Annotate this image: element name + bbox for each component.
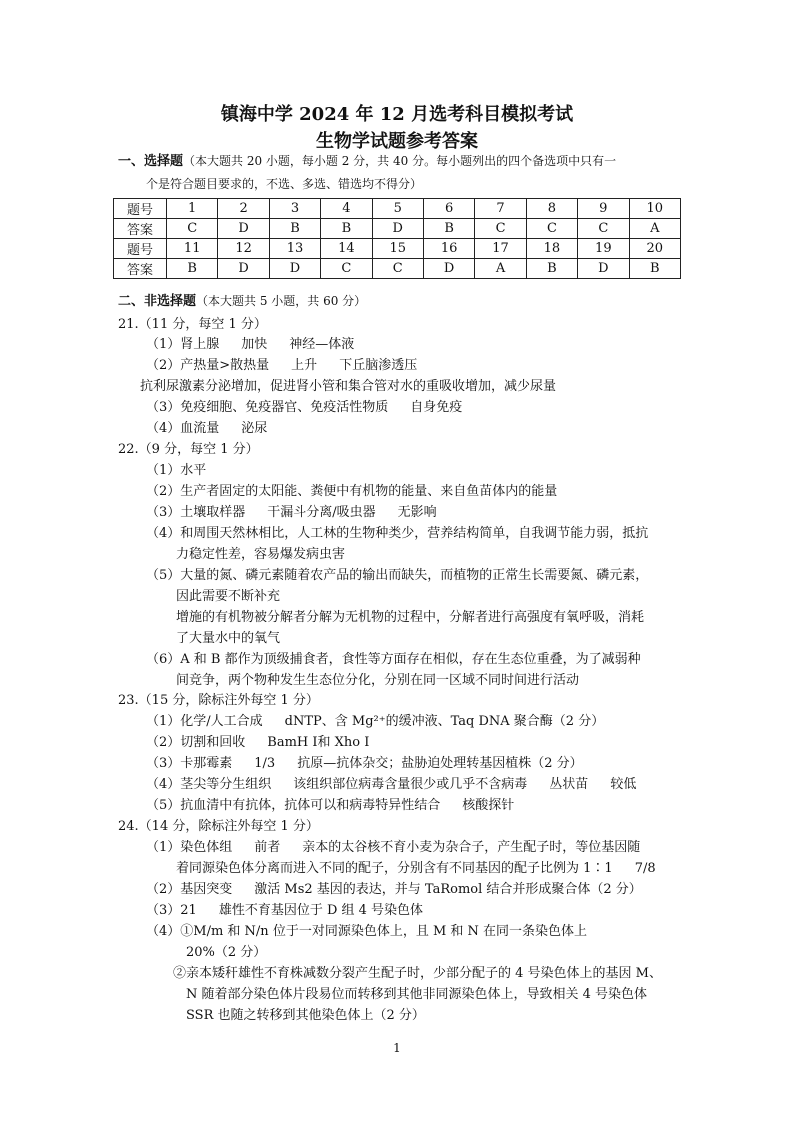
answer-text: 较低 [610, 777, 637, 792]
table-cell: D [218, 219, 269, 239]
answer-text: dNTP、含 Mg²⁺的缓冲液、Taq DNA 聚合酶（2 分） [284, 714, 605, 729]
page-subtitle: 生物学试题参考答案 [316, 131, 478, 152]
table-cell: 19 [578, 239, 629, 259]
q24-answer-4-line1: （4）①M/m 和 N/n 位于一对同源染色体上，且 M 和 N 在同一条染色体上 [146, 924, 588, 939]
table-cell: 11 [167, 239, 218, 259]
table-cell: 5 [372, 199, 423, 219]
answer-text: 干漏斗分离/吸虫器 [267, 505, 376, 520]
answer-text: （1）染色体组 [146, 840, 233, 855]
q23-answer-5 [146, 797, 514, 815]
q21-answer-2-detail: 抗利尿激素分泌增加，促进肾小管和集合管对水的重吸收增加，减少尿量 [140, 379, 557, 394]
q22-answer-5-line3: 增施的有机物被分解者分解为无机物的过程中，分解者进行高强度有氧呼吸，消耗 [176, 610, 645, 625]
row-label: 题号 [114, 199, 167, 219]
table-cell: 13 [269, 239, 320, 259]
table-cell: 6 [423, 199, 474, 219]
table-cell: B [269, 219, 320, 239]
page-number: 1 [393, 1041, 401, 1055]
q22-answer-3 [146, 504, 437, 522]
q21-answer-2 [146, 357, 417, 375]
table-cell: C [578, 219, 629, 239]
q22-answer-4-line2: 力稳定性差，容易爆发病虫害 [176, 547, 346, 562]
q23-answer-2 [146, 734, 369, 752]
q24-answer-1-line2 [176, 860, 656, 878]
table-cell: D [423, 259, 474, 279]
answer-text: 前者 [254, 840, 281, 855]
section1-header-line1 [118, 152, 616, 171]
answer-text: （3）免疫细胞、免疫器官、免疫活性物质 [146, 400, 389, 415]
table-row [114, 199, 681, 219]
table-cell: 4 [321, 199, 372, 219]
answer-text: 加快 [241, 337, 268, 352]
table-cell: B [423, 219, 474, 239]
answer-text: 该组织部位病毒含量很少或几乎不含病毒 [293, 777, 528, 792]
table-cell: A [629, 219, 680, 239]
q23-answer-1 [146, 713, 604, 731]
q24-answer-4-line4: N 随着部分染色体片段易位而转移到其他非同源染色体上，导致相关 4 号染色体 [186, 987, 648, 1002]
table-cell: D [269, 259, 320, 279]
q22-answer-5-line1: （5）大量的氮、磷元素随着农产品的输出而缺失，而植物的正常生长需要氮、磷元素， [146, 568, 649, 583]
answer-text: （4）血流量 [146, 421, 220, 436]
q22-answer-5-line4: 了大量水中的氧气 [176, 631, 281, 646]
section2-note: （本大题共 5 小题，共 60 分） [196, 294, 367, 308]
table-cell: 15 [372, 239, 423, 259]
q23-heading: 23.（15 分，除标注外每空 1 分） [118, 693, 319, 708]
answer-text: 抗原—抗体杂交；盐胁迫处理转基因植株（2 分） [297, 756, 583, 771]
table-cell: 14 [321, 239, 372, 259]
table-cell: 1 [167, 199, 218, 219]
table-cell: C [526, 219, 577, 239]
answer-text: （2）基因突变 [146, 882, 233, 897]
q21-answer-3 [146, 399, 462, 417]
answer-text: 自身免疫 [410, 400, 463, 415]
answer-text: 上升 [291, 358, 318, 373]
answer-text: （2）产热量>散热量 [146, 358, 270, 373]
q22-answer-5-line2: 因此需要不断补充 [176, 589, 281, 604]
answer-text: 下丘脑渗透压 [339, 358, 418, 373]
table-cell: C [372, 259, 423, 279]
table-row [114, 259, 681, 279]
table-cell: 18 [526, 239, 577, 259]
answer-text: 雄性不育基因位于 D 组 4 号染色体 [218, 903, 424, 918]
section1-note-line2: 个是符合题目要求的，不选、多选、错选均不得分） [146, 177, 423, 191]
answer-text: BamH Ⅰ和 Xho Ⅰ [267, 735, 370, 750]
table-cell: D [578, 259, 629, 279]
table-cell: 10 [629, 199, 680, 219]
table-cell: 9 [578, 199, 629, 219]
answer-text: （3）卡那霉素 [146, 756, 233, 771]
table-cell: 16 [423, 239, 474, 259]
section1-heading: 一、选择题 [118, 154, 184, 169]
section2-header [118, 292, 366, 311]
table-cell: B [321, 219, 372, 239]
page-title: 镇海中学 2024 年 12 月选考科目模拟考试 [220, 104, 574, 125]
answer-text: （3）土壤取样器 [146, 505, 246, 520]
table-cell: B [629, 259, 680, 279]
answer-text: 泌尿 [241, 421, 268, 436]
answer-text: 亲本的太谷核不育小麦为杂合子，产生配子时，等位基因随 [302, 840, 641, 855]
answer-text: （2）切割和回收 [146, 735, 246, 750]
row-label: 答案 [114, 259, 167, 279]
answer-text: 无影响 [397, 505, 437, 520]
table-cell: D [218, 259, 269, 279]
answer-table [113, 198, 681, 279]
table-cell: A [475, 259, 526, 279]
answer-text: （1）肾上腺 [146, 337, 220, 352]
table-cell: 8 [526, 199, 577, 219]
row-label: 答案 [114, 219, 167, 239]
answer-text: 着同源染色体分离而进入不同的配子，分别含有不同基因的配子比例为 1∶1 [176, 861, 613, 876]
answer-text: 丛状苗 [549, 777, 589, 792]
table-cell: B [526, 259, 577, 279]
answer-text: （1）化学/人工合成 [146, 714, 263, 729]
section2-heading: 二、非选择题 [118, 294, 197, 309]
q21-answer-4 [146, 420, 267, 438]
table-cell: 12 [218, 239, 269, 259]
row-label: 题号 [114, 239, 167, 259]
q23-answer-3 [146, 755, 583, 773]
table-cell: C [321, 259, 372, 279]
q24-answer-1-line1 [146, 839, 640, 857]
table-row [114, 219, 681, 239]
q22-answer-6-line2: 间竞争，两个物种发生生态位分化，分别在同一区域不同时间进行活动 [176, 673, 580, 688]
answer-text: （3）21 [146, 903, 197, 918]
answer-text: 核酸探针 [462, 798, 515, 813]
answer-text: （5）抗血清中有抗体，抗体可以和病毒特异性结合 [146, 798, 441, 813]
table-cell: 17 [475, 239, 526, 259]
answer-text: 1/3 [254, 756, 276, 771]
table-cell: 2 [218, 199, 269, 219]
table-cell: C [475, 219, 526, 239]
q21-heading: 21.（11 分，每空 1 分） [118, 317, 267, 332]
table-cell: D [372, 219, 423, 239]
table-row [114, 239, 681, 259]
q23-answer-4 [146, 776, 636, 794]
q24-heading: 24.（14 分，除标注外每空 1 分） [118, 819, 319, 834]
answer-text: 7/8 [634, 861, 656, 876]
table-cell: 7 [475, 199, 526, 219]
q24-answer-3 [146, 902, 423, 920]
q21-answer-1 [146, 336, 354, 354]
table-cell: 3 [269, 199, 320, 219]
q22-answer-2: （2）生产者固定的太阳能、粪便中有机物的能量、来自鱼苗体内的能量 [146, 484, 558, 499]
q22-answer-4-line1: （4）和周围天然林相比，人工林的生物种类少，营养结构简单，自我调节能力弱，抵抗 [146, 526, 649, 541]
answer-text: 神经—体液 [289, 337, 355, 352]
section1-note: （本大题共 20 小题，每小题 2 分，共 40 分。每小题列出的四个备选项中只有一 [183, 154, 617, 168]
q22-answer-1: （1）水平 [146, 463, 207, 478]
table-cell: 20 [629, 239, 680, 259]
q24-answer-4-line5: SSR 也随之转移到其他染色体上（2 分） [186, 1008, 425, 1023]
answer-text: （4）茎尖等分生组织 [146, 777, 272, 792]
q24-answer-4-line2: 20%（2 分） [186, 945, 267, 960]
table-cell: B [167, 259, 218, 279]
q22-heading: 22.（9 分，每空 1 分） [118, 442, 259, 457]
table-cell: C [167, 219, 218, 239]
q24-answer-2 [146, 881, 642, 899]
answer-text: 激活 Ms2 基因的表达，并与 TaRomol 结合并形成聚合体（2 分） [254, 882, 642, 897]
q22-answer-6-line1: （6）A 和 B 都作为顶级捕食者，食性等方面存在相似，存在生态位重叠，为了减弱种 [146, 652, 641, 667]
q24-answer-4-line3: ②亲本矮秆雄性不育株减数分裂产生配子时，少部分配子的 4 号染色体上的基因 M、 [173, 966, 662, 981]
